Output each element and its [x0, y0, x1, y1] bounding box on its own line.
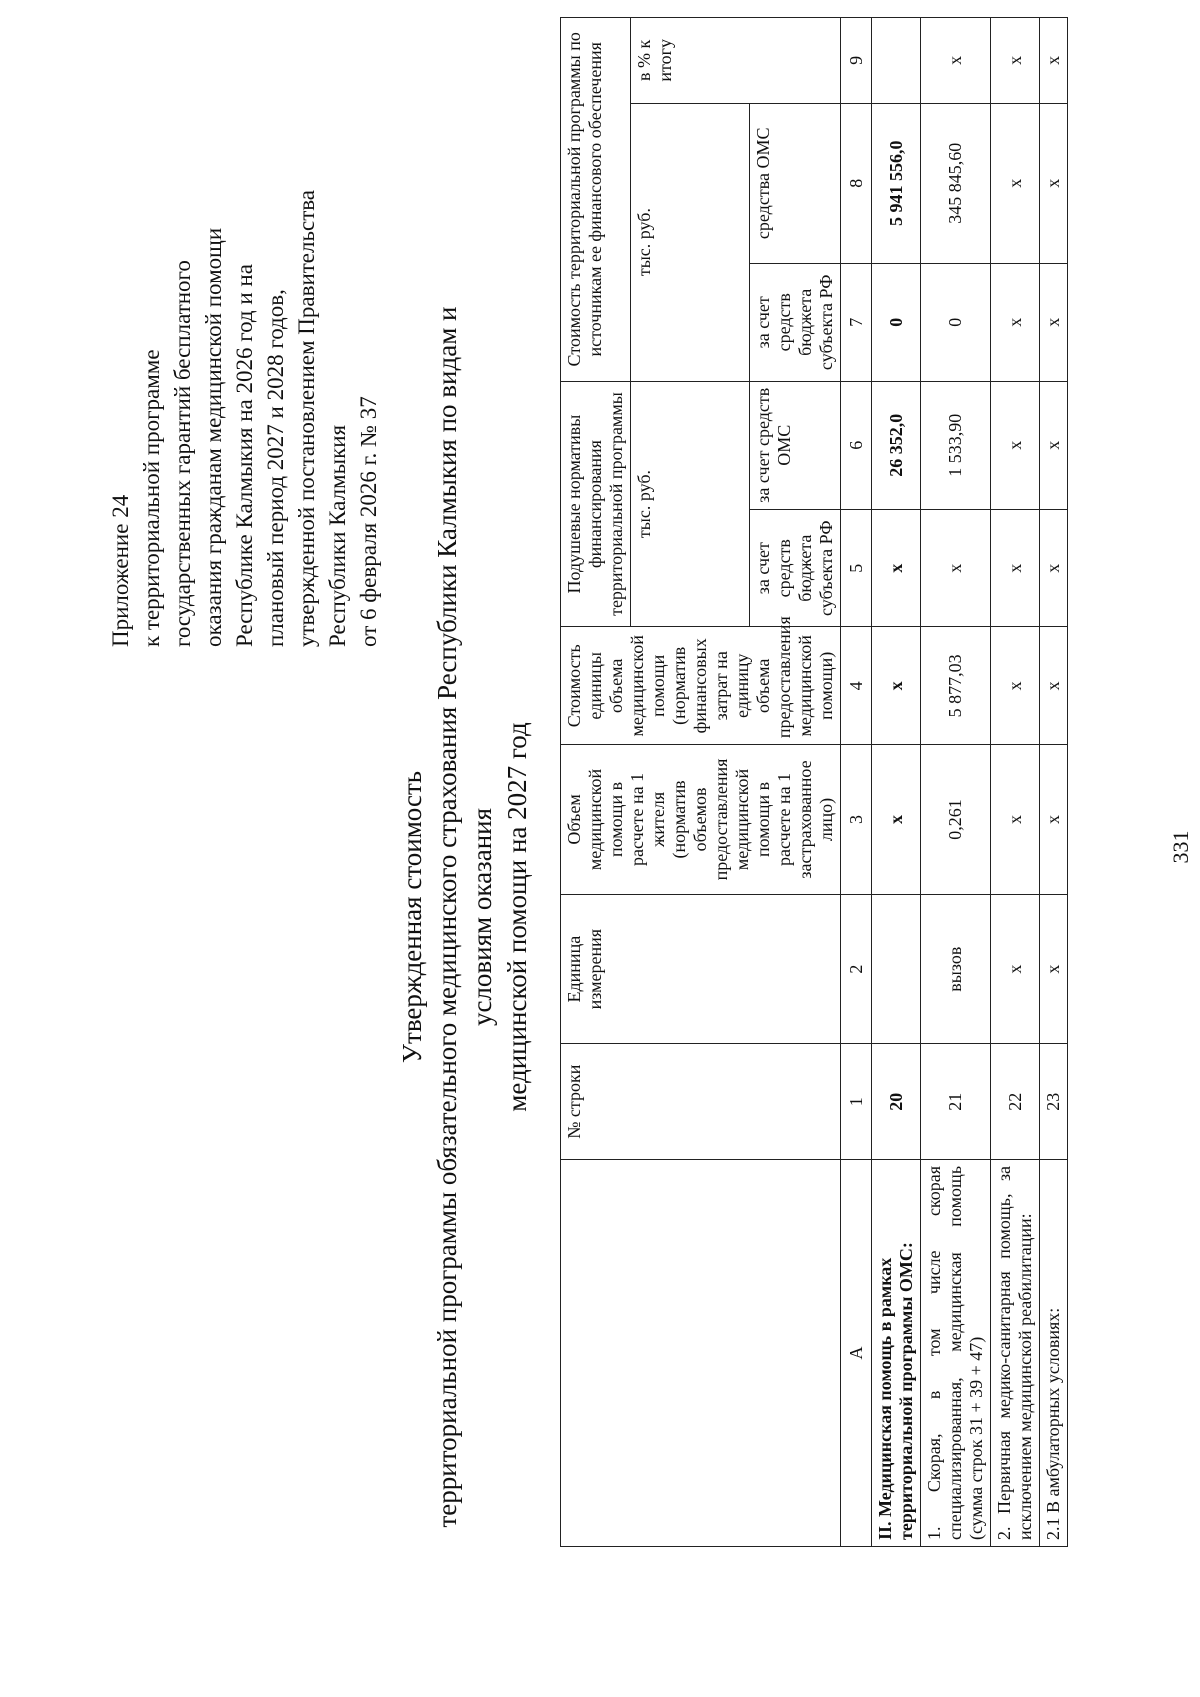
row-pc-budget: х — [1040, 509, 1068, 627]
row-unit-cost: х — [872, 627, 921, 745]
header-cost-percent: в % к итогу — [631, 18, 841, 104]
row-name: 2.1 В амбулаторных условиях: — [1040, 1159, 1068, 1546]
row-percent: х — [1040, 18, 1068, 104]
appendix-line: к территориальной программе — [139, 349, 164, 647]
header-per-capita-oms: за счет средств ОМС — [750, 381, 841, 509]
row-cost-budget: 0 — [921, 263, 991, 381]
row-number: 23 — [1040, 1044, 1068, 1159]
row-pc-oms: х — [1040, 381, 1068, 509]
appendix-line: Приложение 24 — [108, 494, 133, 647]
appendix-line: оказания гражданам медицинской помощи — [201, 227, 226, 647]
appendix-line: государственных гарантий бесплатного — [170, 260, 195, 647]
column-number: 1 — [841, 1044, 872, 1159]
row-volume: х — [991, 745, 1040, 895]
header-per-capita: Подушевые нормативы финансирования территориальной программы — [561, 381, 631, 627]
column-number: А — [841, 1159, 872, 1546]
row-cost-oms: х — [1040, 103, 1068, 263]
row-pc-budget: х — [872, 509, 921, 627]
column-number: 2 — [841, 894, 872, 1044]
header-unit-cost: Стоимость единицы объема медицинской помощи (норматив финансовых затрат на единицу объема предоставления медицинской помощи) — [561, 627, 841, 745]
header-per-capita-budget: за счет средств бюджета субъекта РФ — [750, 509, 841, 627]
appendix-line: утвержденной постановлением Правительства — [294, 189, 319, 647]
row-volume: 0,261 — [921, 745, 991, 895]
row-name: II. Медицинская помощь в рамках территориальной программы ОМС: — [872, 1159, 921, 1546]
column-number: 3 — [841, 745, 872, 895]
row-pc-budget: х — [921, 509, 991, 627]
row-cost-budget: х — [1040, 263, 1068, 381]
title-line-3: медицинской помощи на 2027 год — [502, 722, 532, 1112]
table-row — [1040, 18, 1068, 1547]
header-unit: Единица измерения — [561, 894, 841, 1044]
appendix-block — [105, 27, 384, 647]
table-row — [991, 18, 1040, 1547]
row-unit: вызов — [921, 894, 991, 1044]
row-name: 2. Первичная медико-санитарная помощь, за исключением медицинской реабилитации: — [991, 1159, 1040, 1546]
page-number: 331 — [1168, 830, 1193, 864]
header-col-a — [561, 1159, 841, 1546]
row-number: 22 — [991, 1044, 1040, 1159]
row-number: 20 — [872, 1044, 921, 1159]
column-number: 7 — [841, 263, 872, 381]
row-pc-oms: 26 352,0 — [872, 381, 921, 509]
column-number: 6 — [841, 381, 872, 509]
appendix-line: плановый период 2027 и 2028 годов, — [263, 289, 288, 647]
title-line-2: территориальной программы обязательного медицинского страхования Республики Калмыкия по видам и условиям оказания — [432, 306, 497, 1528]
header-row-number: № строки — [561, 1044, 841, 1159]
appendix-line: от 6 февраля 2026 г. № 37 — [356, 396, 381, 647]
row-pc-budget: х — [991, 509, 1040, 627]
table-row — [921, 18, 991, 1547]
row-unit-cost: 5 877,03 — [921, 627, 991, 745]
row-cost-oms: 345 845,60 — [921, 103, 991, 263]
row-unit: х — [991, 894, 1040, 1044]
row-pc-oms: 1 533,90 — [921, 381, 991, 509]
document-title — [395, 287, 535, 1547]
title-line-1: Утвержденная стоимость — [397, 770, 427, 1064]
appendix-line: Республики Калмыкия — [325, 424, 350, 647]
column-number: 5 — [841, 509, 872, 627]
row-volume: х — [1040, 745, 1068, 895]
column-number: 9 — [841, 18, 872, 104]
column-number: 8 — [841, 103, 872, 263]
row-cost-budget: 0 — [872, 263, 921, 381]
row-unit: х — [1040, 894, 1068, 1044]
table-row — [872, 18, 921, 1547]
row-unit — [872, 894, 921, 1044]
row-percent: х — [921, 18, 991, 104]
column-number: 4 — [841, 627, 872, 745]
row-unit-cost: х — [1040, 627, 1068, 745]
header-cost-oms: средства ОМС — [750, 103, 841, 263]
header-cost-budget: за счет средств бюджета субъекта РФ — [750, 263, 841, 381]
row-cost-oms: х — [991, 103, 1040, 263]
row-unit-cost: х — [991, 627, 1040, 745]
row-cost-oms: 5 941 556,0 — [872, 103, 921, 263]
header-cost: Стоимость территориальной программы по источникам ее финансового обеспечения — [561, 18, 631, 382]
column-number-row — [841, 18, 872, 1547]
header-volume: Объем медицинской помощи в расчете на 1 жителя (норматив объемов предоставления медицинской помощи в расчете на 1 застрахованное лицо) — [561, 745, 841, 895]
row-name: 1. Скорая, в том числе скорая специализированная, медицинская помощь (сумма строк 31 + 39 + 47) — [921, 1159, 991, 1546]
row-cost-budget: х — [991, 263, 1040, 381]
header-per-capita-unit: тыс. руб. — [631, 381, 750, 627]
header-cost-unit: тыс. руб. — [631, 103, 750, 381]
cost-table — [560, 17, 1068, 1547]
row-number: 21 — [921, 1044, 991, 1159]
row-pc-oms: х — [991, 381, 1040, 509]
row-percent — [872, 18, 921, 104]
row-volume: х — [872, 745, 921, 895]
appendix-line: Республике Калмыкия на 2026 год и на — [232, 264, 257, 647]
row-percent: х — [991, 18, 1040, 104]
